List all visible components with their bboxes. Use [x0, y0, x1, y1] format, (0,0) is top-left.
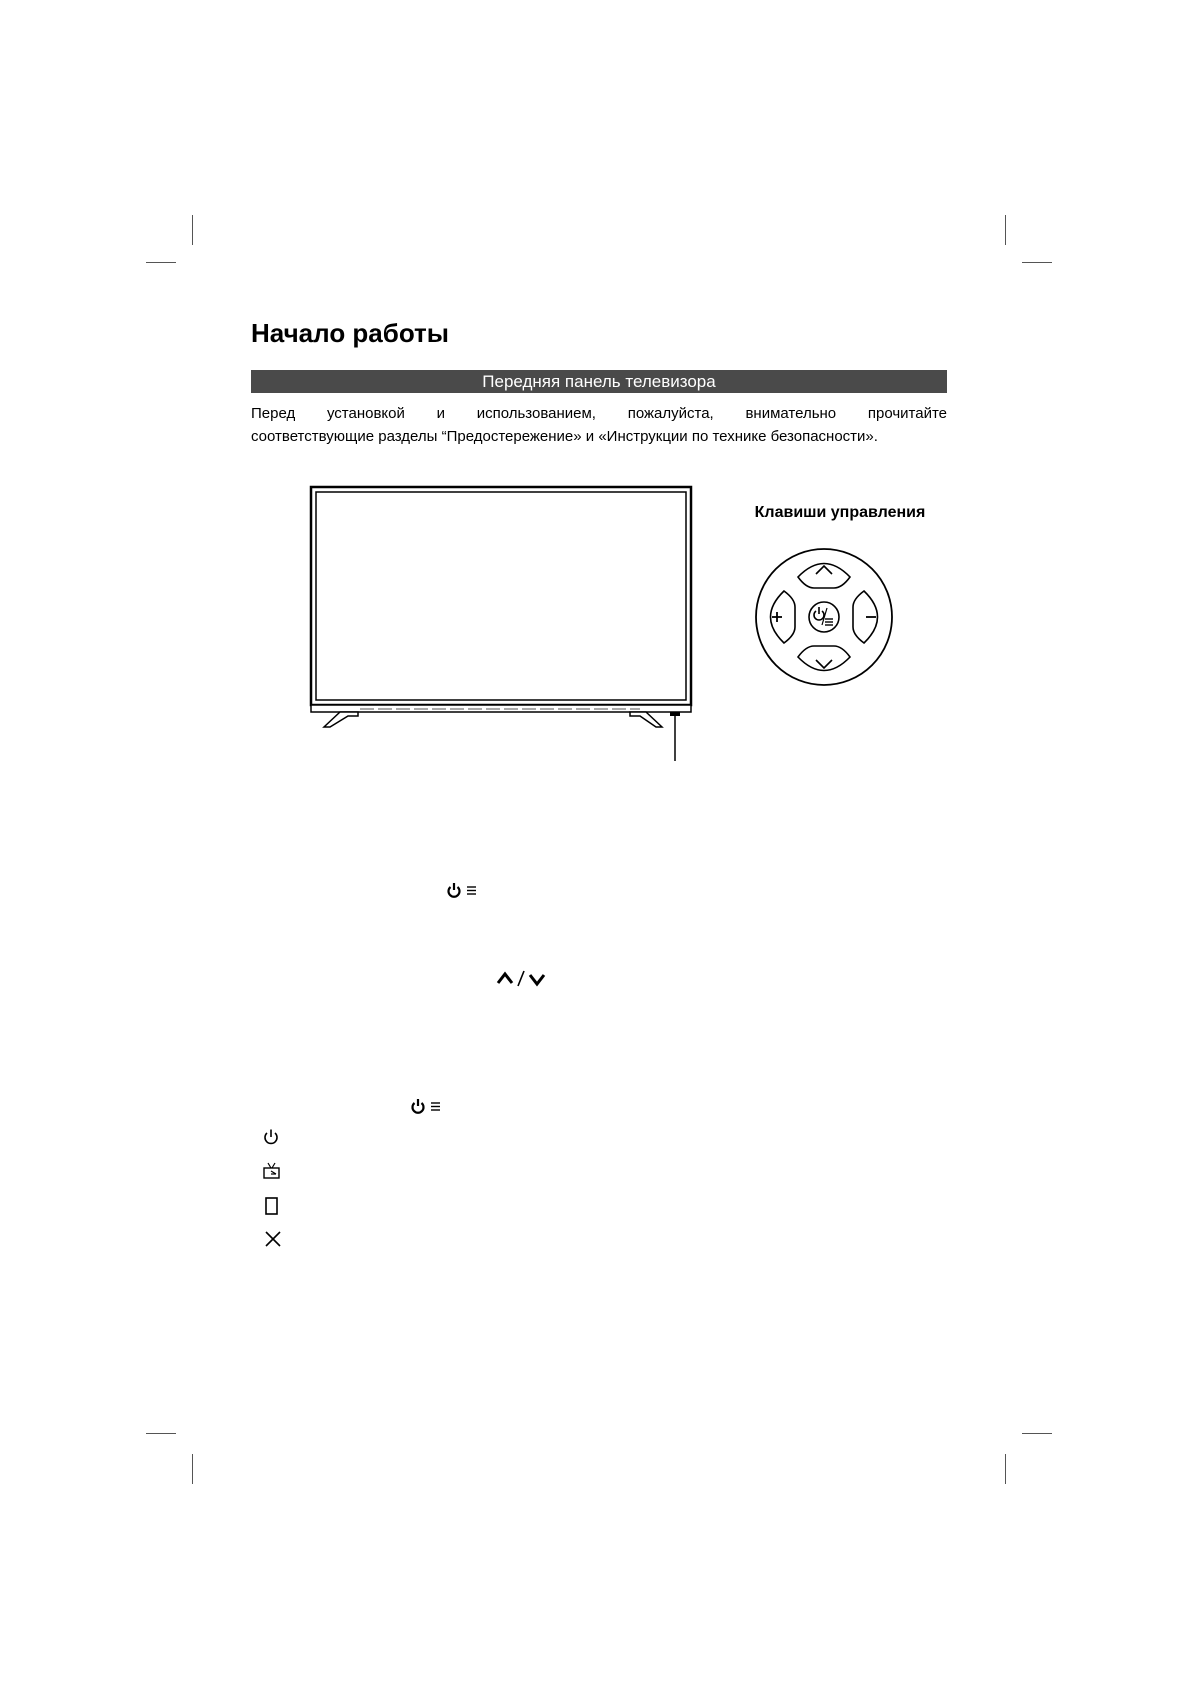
intro-paragraph	[251, 402, 947, 448]
section-header: Передняя панель телевизора	[251, 370, 947, 393]
crop-mark	[1005, 215, 1006, 245]
control-keys-title: Клавиши управления	[754, 504, 926, 521]
crop-mark	[146, 262, 176, 263]
intro-word: Перед	[251, 405, 296, 422]
crop-mark	[192, 215, 193, 245]
control-keys-diagram	[752, 545, 896, 689]
intro-word: пожалуйста,	[627, 405, 714, 422]
intro-word: и	[436, 405, 445, 422]
source-icon	[264, 1196, 280, 1216]
close-icon	[264, 1230, 282, 1248]
intro-word: прочитайте	[867, 405, 947, 422]
crop-mark	[1005, 1454, 1006, 1484]
crop-mark	[1022, 262, 1052, 263]
channel-arrows-icon	[496, 968, 546, 990]
power-menu-icon	[447, 882, 481, 898]
crop-mark	[146, 1433, 176, 1434]
crop-mark	[1022, 1433, 1052, 1434]
tv-front-illustration	[300, 484, 700, 764]
intro-line-2: соответствующие разделы “Предостережение» и «Инструкции по технике безопасности».	[251, 428, 878, 445]
power-menu-key[interactable]	[809, 602, 839, 632]
power-icon	[262, 1128, 280, 1146]
power-menu-icon	[411, 1098, 445, 1114]
intro-word: внимательно	[745, 405, 837, 422]
intro-word: установкой	[326, 405, 405, 422]
intro-word: использованием,	[476, 405, 596, 422]
page-title: Начало работы	[251, 318, 449, 348]
crop-mark	[192, 1454, 193, 1484]
tv-icon	[262, 1162, 282, 1180]
intro-line-1	[251, 402, 947, 425]
